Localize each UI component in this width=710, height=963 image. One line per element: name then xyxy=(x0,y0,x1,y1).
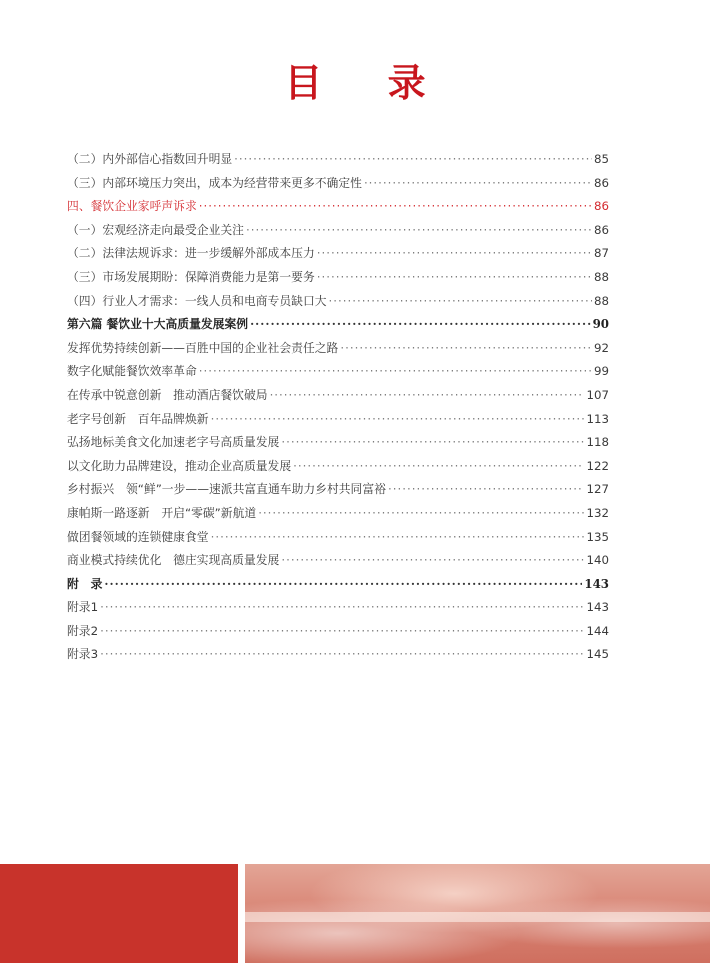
toc-entry-label: 附录3 xyxy=(67,647,99,662)
toc-entry-page-number: 143 xyxy=(584,576,609,591)
toc-leader-dots xyxy=(246,219,592,243)
toc-entry[interactable] xyxy=(67,455,609,479)
toc-entry-page-number: 87 xyxy=(593,246,609,261)
toc-leader-dots xyxy=(270,384,585,408)
toc-entry[interactable] xyxy=(67,266,609,290)
toc-entry[interactable] xyxy=(67,431,609,455)
toc-entry-label: 四、餐饮企业家呼声诉求 xyxy=(67,199,197,214)
toc-entry-page-number: 143 xyxy=(586,600,609,615)
toc-entry[interactable] xyxy=(67,502,609,526)
toc-entry[interactable] xyxy=(67,195,609,219)
toc-entry[interactable] xyxy=(67,573,609,597)
toc-entry-label: 商业模式持续优化 德庄实现高质量发展 xyxy=(67,553,280,568)
toc-entry-label: 附 录 xyxy=(67,576,103,591)
toc-entry[interactable] xyxy=(67,242,609,266)
toc-entry[interactable] xyxy=(67,478,609,502)
toc-entry-label: 老字号创新 百年品牌焕新 xyxy=(67,411,209,426)
toc-entry-label: 乡村振兴 领“鲜”一步——速派共富直通车助力乡村共同富裕 xyxy=(67,482,386,497)
toc-leader-dots xyxy=(100,643,584,667)
toc-entry-page-number: 127 xyxy=(586,482,609,497)
toc-entry-label: 第六篇 餐饮业十大高质量发展案例 xyxy=(67,317,249,332)
toc-entry[interactable] xyxy=(67,290,609,314)
toc-entry-label: 康帕斯一路逐新 开启“零碳”新航道 xyxy=(67,505,257,520)
footer-red-block xyxy=(0,864,238,963)
toc-leader-dots xyxy=(211,526,585,550)
toc-leader-dots xyxy=(293,455,584,479)
table-of-contents xyxy=(67,148,609,667)
toc-leader-dots xyxy=(364,172,592,196)
toc-entry-label: （四）行业人才需求：一线人员和电商专员缺口大 xyxy=(67,293,327,308)
toc-entry[interactable] xyxy=(67,549,609,573)
toc-entry[interactable] xyxy=(67,620,609,644)
toc-leader-dots xyxy=(199,360,592,384)
toc-entry-page-number: 86 xyxy=(593,175,609,190)
toc-entry-page-number: 86 xyxy=(593,222,609,237)
toc-leader-dots xyxy=(258,502,584,526)
toc-entry-page-number: 99 xyxy=(593,364,609,379)
toc-leader-dots xyxy=(100,596,584,620)
toc-entry-page-number: 132 xyxy=(586,505,609,520)
toc-entry-label: 做团餐领域的连锁健康食堂 xyxy=(67,529,209,544)
toc-leader-dots xyxy=(234,148,592,172)
toc-entry-page-number: 107 xyxy=(586,387,609,402)
toc-entry[interactable] xyxy=(67,408,609,432)
toc-entry-page-number: 122 xyxy=(586,458,609,473)
toc-entry-label: 发挥优势持续创新——百胜中国的企业社会责任之路 xyxy=(67,340,339,355)
toc-entry-page-number: 144 xyxy=(586,623,609,638)
toc-entry[interactable] xyxy=(67,526,609,550)
toc-leader-dots xyxy=(211,408,585,432)
toc-entry-label: 附录1 xyxy=(67,600,99,615)
toc-leader-dots xyxy=(100,620,584,644)
toc-leader-dots xyxy=(317,266,592,290)
toc-entry-page-number: 113 xyxy=(586,411,609,426)
toc-entry-page-number: 85 xyxy=(593,152,609,166)
toc-entry[interactable] xyxy=(67,172,609,196)
footer-photo-strip xyxy=(245,864,710,963)
toc-entry-label: （三）市场发展期盼：保障消费能力是第一要务 xyxy=(67,269,315,284)
toc-leader-dots xyxy=(104,573,582,597)
toc-entry-page-number: 92 xyxy=(593,340,609,355)
toc-entry-label: 以文化助力品牌建设，推动企业高质量发展 xyxy=(67,458,292,473)
toc-entry-label: 附录2 xyxy=(67,623,99,638)
toc-entry[interactable] xyxy=(67,219,609,243)
toc-entry[interactable] xyxy=(67,360,609,384)
toc-entry-label: （二）法律法规诉求：进一步缓解外部成本压力 xyxy=(67,246,315,261)
toc-leader-dots xyxy=(388,478,585,502)
toc-entry-page-number: 88 xyxy=(593,293,609,308)
toc-entry-page-number: 90 xyxy=(592,317,609,332)
toc-entry-label: （一）宏观经济走向最受企业关注 xyxy=(67,222,244,237)
toc-entry-page-number: 86 xyxy=(593,199,609,214)
toc-leader-dots xyxy=(329,290,592,314)
toc-entry[interactable] xyxy=(67,643,609,667)
toc-entry[interactable] xyxy=(67,337,609,361)
toc-entry-page-number: 135 xyxy=(586,529,609,544)
footer-photo-highlight xyxy=(245,912,710,922)
toc-entry-label: 数字化赋能餐饮效率革命 xyxy=(67,364,197,379)
toc-leader-dots xyxy=(199,195,592,219)
toc-entry-page-number: 88 xyxy=(593,269,609,284)
toc-entry[interactable] xyxy=(67,596,609,620)
toc-entry-page-number: 118 xyxy=(586,435,609,450)
toc-entry[interactable] xyxy=(67,313,609,337)
toc-entry-page-number: 140 xyxy=(586,553,609,568)
toc-leader-dots xyxy=(281,431,584,455)
toc-entry-label: （三）内部环境压力突出，成本为经营带来更多不确定性 xyxy=(67,175,362,190)
toc-leader-dots xyxy=(250,313,591,337)
toc-entry-label: 在传承中锐意创新 推动酒店餐饮破局 xyxy=(67,387,268,402)
toc-entry-page-number: 145 xyxy=(586,647,609,662)
toc-leader-dots xyxy=(281,549,584,573)
page-title: 目 录 xyxy=(284,61,452,105)
toc-entry[interactable] xyxy=(67,384,609,408)
toc-leader-dots xyxy=(317,242,592,266)
toc-entry-label: （二）内外部信心指数回升明显 xyxy=(67,152,233,166)
toc-leader-dots xyxy=(340,337,592,361)
toc-entry-label: 弘扬地标美食文化加速老字号高质量发展 xyxy=(67,435,280,450)
toc-entry[interactable] xyxy=(67,148,609,172)
